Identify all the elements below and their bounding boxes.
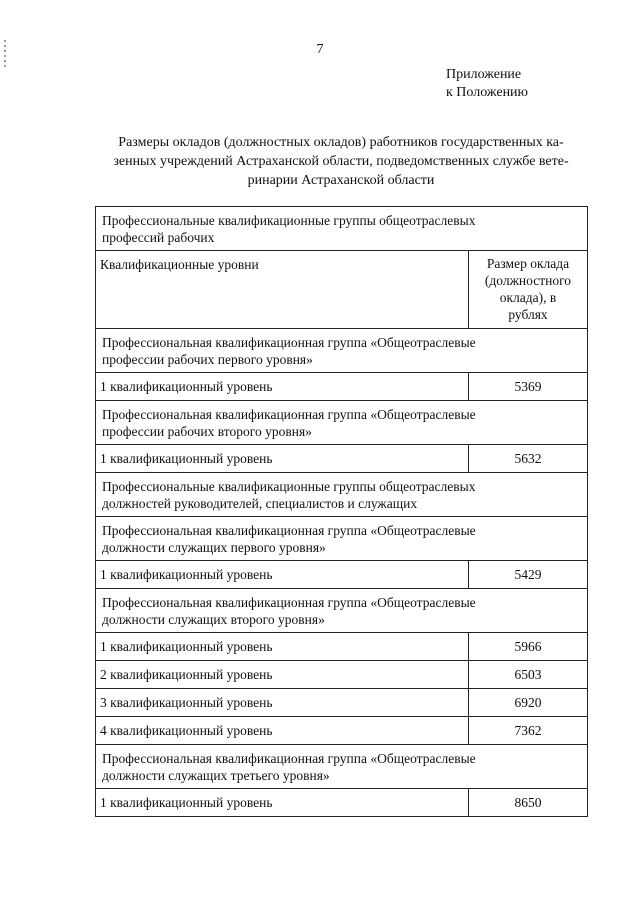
title-line-2: зенных учреждений Астраханской области, подведомственных службе вете- (113, 154, 569, 169)
group-row (96, 329, 588, 373)
salary-amount: 7362 (469, 717, 588, 745)
group-line-1: Профессиональная квалификационная группа «Общеотраслевые (102, 335, 476, 350)
table-row (96, 789, 588, 817)
page-number: 7 (316, 42, 324, 57)
group-row (96, 401, 588, 445)
group-row (96, 589, 588, 633)
amount-header-line-2: (должностного (484, 273, 572, 288)
group-row (96, 745, 588, 789)
group-line-1: Профессиональные квалификационные группы общеотраслевых (102, 479, 476, 494)
level-label: 1 квалификационный уровень (96, 633, 469, 661)
group-line-1: Профессиональная квалификационная группа «Общеотраслевые (102, 751, 476, 766)
group-line-2: профессии рабочих первого уровня» (102, 352, 313, 367)
column-header-level: Квалификационные уровни (96, 251, 469, 329)
appendix-note (446, 66, 528, 102)
table-group-header-cell (96, 207, 588, 251)
group-cell (96, 401, 588, 445)
group-cell (96, 745, 588, 789)
level-label: 3 квалификационный уровень (96, 689, 469, 717)
group-line-2: профессии рабочих второго уровня» (102, 424, 312, 439)
salary-amount: 5429 (469, 561, 588, 589)
group-cell (96, 329, 588, 373)
group-row (96, 517, 588, 561)
appendix-line-1: Приложение (446, 67, 522, 82)
table-row (96, 561, 588, 589)
group-line-1: Профессиональная квалификационная группа «Общеотраслевые (102, 407, 476, 422)
level-label: 1 квалификационный уровень (96, 445, 469, 473)
group-line-1: Профессиональная квалификационная группа «Общеотраслевые (102, 595, 476, 610)
group-cell (96, 589, 588, 633)
table-row (96, 445, 588, 473)
group-line-1: Профессиональная квалификационная группа «Общеотраслевые (102, 523, 476, 538)
appendix-line-2: к Положению (446, 85, 529, 100)
salary-amount: 6503 (469, 661, 588, 689)
table-row (96, 717, 588, 745)
salary-amount: 5369 (469, 373, 588, 401)
title-line-3: ринарии Астраханской области (247, 173, 435, 188)
level-label: 1 квалификационный уровень (96, 561, 469, 589)
group-row (96, 473, 588, 517)
group-line-2: должностей руководителей, специалистов и служащих (102, 496, 418, 511)
group-cell (96, 517, 588, 561)
level-label: 1 квалификационный уровень (96, 373, 469, 401)
table-row (96, 689, 588, 717)
table-column-header-row (96, 251, 588, 329)
group-line-2: должности служащих второго уровня» (102, 612, 325, 627)
level-label: 4 квалификационный уровень (96, 717, 469, 745)
level-label: 1 квалификационный уровень (96, 789, 469, 817)
amount-header-line-4: рублях (508, 307, 548, 322)
group-line-2: должности служащих первого уровня» (102, 540, 326, 555)
amount-header-line-3: оклада), в (499, 290, 557, 305)
table-row (96, 661, 588, 689)
column-header-amount (469, 251, 588, 329)
level-label: 2 квалификационный уровень (96, 661, 469, 689)
group-line-2: должности служащих третьего уровня» (102, 768, 330, 783)
table-row (96, 373, 588, 401)
group-header-line-2: профессий рабочих (102, 230, 215, 245)
group-header-line-1: Профессиональные квалификационные группы общеотраслевых (102, 213, 476, 228)
salary-amount: 5966 (469, 633, 588, 661)
table-row (96, 633, 588, 661)
title-line-1: Размеры окладов (должностных окладов) работников государственных ка- (118, 135, 564, 150)
salary-amount: 8650 (469, 789, 588, 817)
salary-table (95, 206, 588, 817)
salary-amount: 6920 (469, 689, 588, 717)
table-group-header-row (96, 207, 588, 251)
amount-header-line-1: Размер оклада (486, 256, 570, 271)
group-cell (96, 473, 588, 517)
salary-amount: 5632 (469, 445, 588, 473)
document-title (96, 133, 586, 190)
